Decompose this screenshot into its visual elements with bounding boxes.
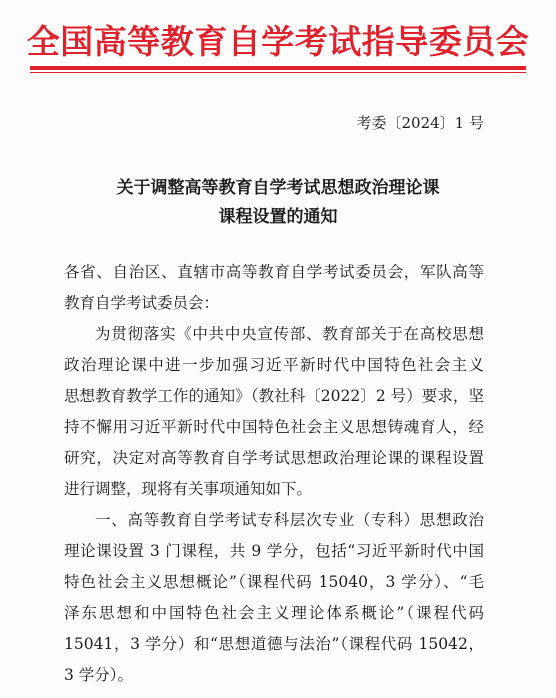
paragraph-2-line: 泽东思想和中国特色社会主义理论体系概论”（课程代码 xyxy=(64,604,484,622)
paragraph-2-line: 理论课设置 3 门课程，共 9 学分，包括“习近平新时代中国 xyxy=(64,542,484,560)
paragraph-2-line: 一、高等教育自学考试专科层次专业（专科）思想政治 xyxy=(95,511,484,529)
letterhead-rule-thick xyxy=(30,66,526,70)
document-title-line-1: 关于调整高等教育自学考试思想政治理论课 xyxy=(116,178,440,198)
paragraph-2-line: 特色社会主义思想概论”（课程代码 15040，3 学分）、“毛 xyxy=(64,573,484,591)
paragraph-1-line: 为贯彻落实《中共中央宣传部、教育部关于在高校思想 xyxy=(95,325,484,343)
salutation-line: 各省、自治区、直辖市高等教育自学考试委员会，军队高等 xyxy=(64,263,484,281)
letterhead-rule-thin xyxy=(30,72,526,73)
salutation-line: 教育自学考试委员会： xyxy=(64,294,220,312)
document-number: 考委〔2024〕1 号 xyxy=(356,114,484,132)
org-letterhead-title: 全国高等教育自学考试指导委员会 xyxy=(26,22,530,61)
paragraph-2-line: 3 学分）。 xyxy=(64,666,134,684)
paragraph-2-line: 15041，3 学分）和“思想道德与法治”（课程代码 15042， xyxy=(64,635,484,653)
paragraph-1-line: 研究，决定对高等教育自学考试思想政治理论课的课程设置 xyxy=(64,449,484,467)
document-title-line-2: 课程设置的通知 xyxy=(218,207,338,227)
paragraph-1-line: 政治理论课中进一步加强习近平新时代中国特色社会主义 xyxy=(64,356,484,374)
paragraph-1-line: 进行调整，现将有关事项通知如下。 xyxy=(64,480,313,498)
paragraph-1-line: 思想教育教学工作的通知》（教社科〔2022〕2 号）要求，坚 xyxy=(64,387,484,405)
paragraph-1-line: 持不懈用习近平新时代中国特色社会主义思想铸魂育人，经 xyxy=(64,418,484,436)
